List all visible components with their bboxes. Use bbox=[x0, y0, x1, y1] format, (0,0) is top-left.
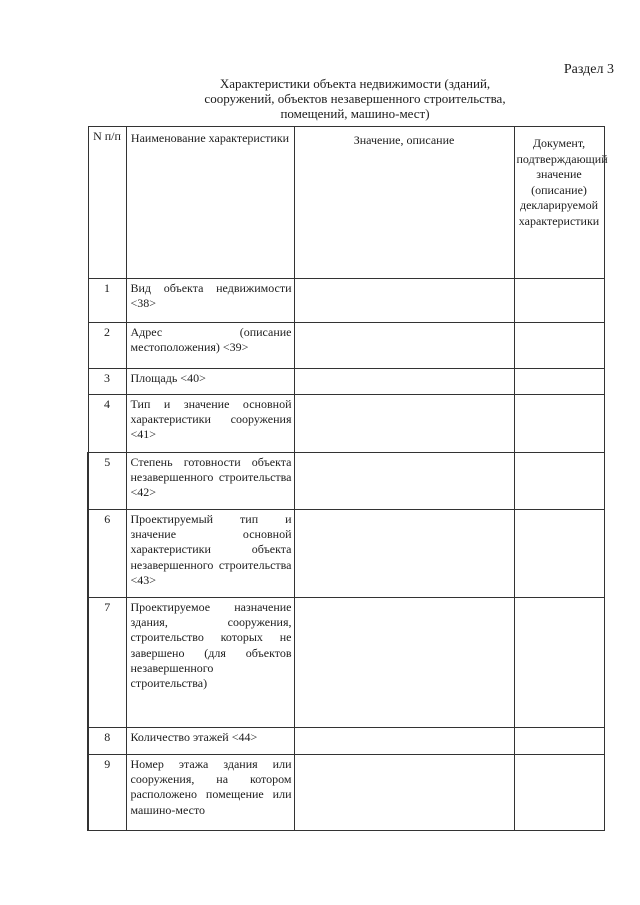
row-value-cell[interactable] bbox=[294, 598, 514, 728]
header-row bbox=[88, 127, 604, 279]
row-name: Площадь <40> bbox=[126, 369, 294, 395]
row-document-cell[interactable] bbox=[514, 510, 604, 598]
table-row bbox=[88, 323, 604, 369]
row-name: Вид объекта недвижимости <38> bbox=[126, 279, 294, 323]
row-name: Номер этажа здания или сооружения, на котором расположено помещение или машино-место bbox=[126, 755, 294, 831]
row-number: 9 bbox=[88, 755, 126, 831]
row-document-cell[interactable] bbox=[514, 755, 604, 831]
row-value-cell[interactable] bbox=[294, 453, 514, 510]
row-document-cell[interactable] bbox=[514, 279, 604, 323]
row-name: Проектируемое назначение здания, сооружения, строительство которых не завершено (для объектов незавершенного строительства) bbox=[126, 598, 294, 728]
row-number: 3 bbox=[88, 369, 126, 395]
header-number: N п/п bbox=[88, 127, 126, 279]
table-row bbox=[88, 453, 604, 510]
row-value-cell[interactable] bbox=[294, 323, 514, 369]
row-value-cell[interactable] bbox=[294, 728, 514, 755]
document-title: Характеристики объекта недвижимости (зданий, сооружений, объектов незавершенного строительства, помещений, машино-мест) bbox=[204, 76, 506, 121]
table-row bbox=[88, 369, 604, 395]
row-value-cell[interactable] bbox=[294, 369, 514, 395]
row-number: 8 bbox=[88, 728, 126, 755]
row-number: 2 bbox=[88, 323, 126, 369]
row-number: 4 bbox=[88, 395, 126, 453]
table-row bbox=[88, 395, 604, 453]
header-name: Наименование характеристики bbox=[126, 127, 294, 279]
row-name: Проектируемый тип и значение основной характеристики объекта незавершенного строительства <43> bbox=[126, 510, 294, 598]
row-name: Тип и значение основной характеристики сооружения <41> bbox=[126, 395, 294, 453]
header-value: Значение, описание bbox=[294, 127, 514, 279]
table-row bbox=[88, 598, 604, 728]
characteristics-table bbox=[87, 126, 608, 831]
row-document-cell[interactable] bbox=[514, 369, 604, 395]
section-label: Раздел 3 bbox=[563, 62, 614, 77]
row-document-cell[interactable] bbox=[514, 323, 604, 369]
row-value-cell[interactable] bbox=[294, 395, 514, 453]
row-document-cell[interactable] bbox=[514, 453, 604, 510]
row-document-cell[interactable] bbox=[514, 395, 604, 453]
row-number: 1 bbox=[88, 279, 126, 323]
row-name: Адрес (описание местоположения) <39> bbox=[126, 323, 294, 369]
row-value-cell[interactable] bbox=[294, 279, 514, 323]
row-document-cell[interactable] bbox=[514, 598, 604, 728]
row-number: 5 bbox=[88, 453, 126, 510]
table-row bbox=[88, 510, 604, 598]
table-row bbox=[88, 755, 604, 831]
row-number: 6 bbox=[88, 510, 126, 598]
row-value-cell[interactable] bbox=[294, 510, 514, 598]
header-document: Документ, подтверждающий значение (описание) декларируемой характеристики bbox=[514, 127, 604, 279]
row-value-cell[interactable] bbox=[294, 755, 514, 831]
row-name: Количество этажей <44> bbox=[126, 728, 294, 755]
table-row bbox=[88, 728, 604, 755]
row-name: Степень готовности объекта незавершенного строительства <42> bbox=[126, 453, 294, 510]
row-number: 7 bbox=[88, 598, 126, 728]
row-document-cell[interactable] bbox=[514, 728, 604, 755]
table-row bbox=[88, 279, 604, 323]
